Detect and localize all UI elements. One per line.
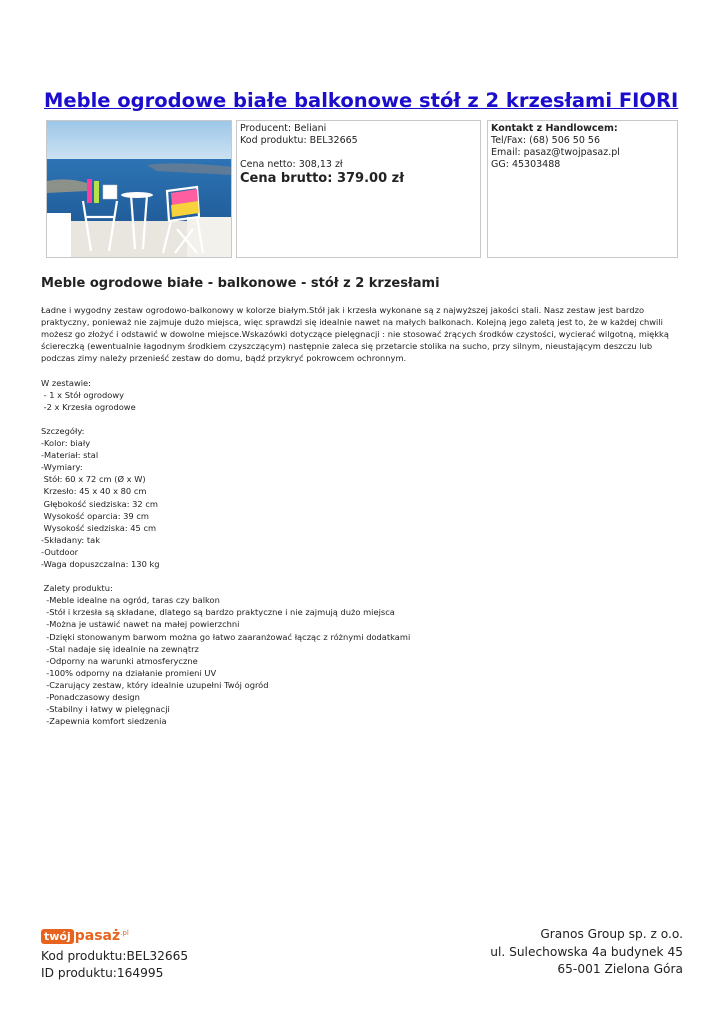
details-line: Głębokość siedziska: 32 cm bbox=[41, 498, 158, 509]
advantages-line: -Dzięki stonowanym barwom można go łatwo zaaranżować łącząc z różnymi dodatkami bbox=[41, 631, 411, 642]
contact-heading: Kontakt z Handlowcem: bbox=[491, 123, 618, 134]
company-street: ul. Sulechowska 4a budynek 45 bbox=[490, 944, 683, 959]
advantages-line: -Stół i krzesła są składane, dlatego są bardzo praktyczne i nie zajmują dużo miejsca bbox=[41, 607, 395, 618]
description-heading: Meble ogrodowe białe - balkonowe - stół z 2 krzesłami bbox=[41, 276, 440, 291]
advantages-list bbox=[41, 582, 671, 727]
price-gross-text: Cena brutto: 379.00 zł bbox=[240, 171, 405, 186]
set-line: W zestawie: bbox=[41, 377, 91, 388]
intro-line: ściereczką (ewentualnie łagodnym środkiem czyszczącym) następnie zaleca się przetarcie stolika na sucho, przy silnym, nieustającym deszczu lub bbox=[41, 341, 653, 352]
advantages-line: Zalety produktu: bbox=[41, 583, 113, 594]
details-line: -Kolor: biały bbox=[41, 438, 91, 449]
product-title-link[interactable]: Meble ogrodowe białe balkonowe stół z 2 krzesłami FIORI bbox=[44, 89, 679, 112]
details-line: -Materiał: stal bbox=[41, 450, 99, 461]
intro-line: możesz go złożyć i odstawić w dowolne miejsce.Wskazówki dotyczące pielęgnacji : nie stosować żrących środków czystości, wycierać wilgotną, miękką bbox=[41, 329, 669, 340]
contact-gg: GG: 45303488 bbox=[491, 159, 561, 170]
details-list bbox=[41, 425, 671, 570]
details-line: -Wymiary: bbox=[41, 462, 83, 473]
set-list bbox=[41, 377, 671, 413]
advantages-line: -Odporny na warunki atmosferyczne bbox=[41, 655, 198, 666]
contact-email[interactable]: Email: pasaz@twojpasaz.pl bbox=[491, 147, 620, 158]
product-description bbox=[41, 304, 671, 727]
details-line: Szczegóły: bbox=[41, 425, 85, 436]
advantages-line: -Ponadczasowy design bbox=[41, 692, 140, 702]
producer-text: Producent: Beliani bbox=[240, 123, 327, 134]
description-intro bbox=[41, 304, 671, 364]
details-line: -Outdoor bbox=[41, 546, 79, 557]
twojpasaz-logo bbox=[41, 927, 129, 945]
intro-line: Ładne i wygodny zestaw ogrodowo-balkonowy w kolorze białym.Stół jak i krzesła wykonane są z najwyższej jakości stali. Nasz zestaw jest bardzo bbox=[41, 305, 645, 315]
advantages-line: -Czarujący zestaw, który idealnie uzupełni Twój ogród bbox=[41, 679, 269, 690]
logo-part-pasaz: pasaż bbox=[74, 928, 121, 944]
footer-product-code: Kod produktu:BEL32665 bbox=[41, 949, 189, 963]
logo-part-twoj: twój bbox=[41, 929, 74, 944]
product-info-box bbox=[236, 120, 481, 258]
contact-box bbox=[487, 120, 678, 258]
details-line: Wysokość siedziska: 45 cm bbox=[41, 522, 157, 533]
contact-phone: Tel/Fax: (68) 506 50 56 bbox=[491, 135, 600, 146]
logo-part-pl: .pl bbox=[120, 929, 129, 937]
details-line: Krzesło: 45 x 40 x 80 cm bbox=[41, 486, 147, 497]
advantages-line: -Meble idealne na ogród, taras czy balkon bbox=[41, 595, 220, 606]
advantages-line: -Zapewnia komfort siedzenia bbox=[41, 716, 167, 727]
set-line: -2 x Krzesła ogrodowe bbox=[41, 401, 136, 412]
set-line: - 1 x Stół ogrodowy bbox=[41, 389, 125, 400]
details-line: Stół: 60 x 72 cm (Ø x W) bbox=[41, 474, 146, 485]
intro-line: podczas zimy należy przenieść zestaw do domu, bądź przykryć pokrowcem ochronnym. bbox=[41, 353, 407, 364]
details-line: Wysokość oparcia: 39 cm bbox=[41, 510, 149, 521]
product-photo bbox=[46, 120, 232, 258]
intro-line: praktyczny, ponieważ nie zajmuje dużo miejsca, więc sprawdzi się idealnie nawet na małych balkonach. Kolejną jego zaletą jest to, że w każdej chwili bbox=[41, 317, 663, 328]
footer-product-id: ID produktu:164995 bbox=[41, 966, 164, 980]
company-city: 65-001 Zielona Góra bbox=[557, 962, 683, 976]
footer-company-address bbox=[490, 926, 683, 979]
details-line: -Składany: tak bbox=[41, 534, 100, 545]
price-net-text: Cena netto: 308,13 zł bbox=[240, 159, 343, 170]
advantages-line: -Stabilny i łatwy w pielęgnacji bbox=[41, 704, 170, 715]
advantages-line: -Stal nadaje się idealnie na zewnątrz bbox=[41, 643, 199, 654]
product-photo-image bbox=[47, 121, 232, 258]
footer-product-ids bbox=[41, 948, 188, 982]
company-name: Granos Group sp. z o.o. bbox=[540, 927, 683, 941]
advantages-line: -Można je ustawić nawet na małej powierzchni bbox=[41, 619, 240, 630]
advantages-line: -100% odporny na działanie promieni UV bbox=[41, 667, 217, 678]
product-code-text: Kod produktu: BEL32665 bbox=[240, 135, 358, 146]
details-line: -Waga dopuszczalna: 130 kg bbox=[41, 558, 160, 569]
